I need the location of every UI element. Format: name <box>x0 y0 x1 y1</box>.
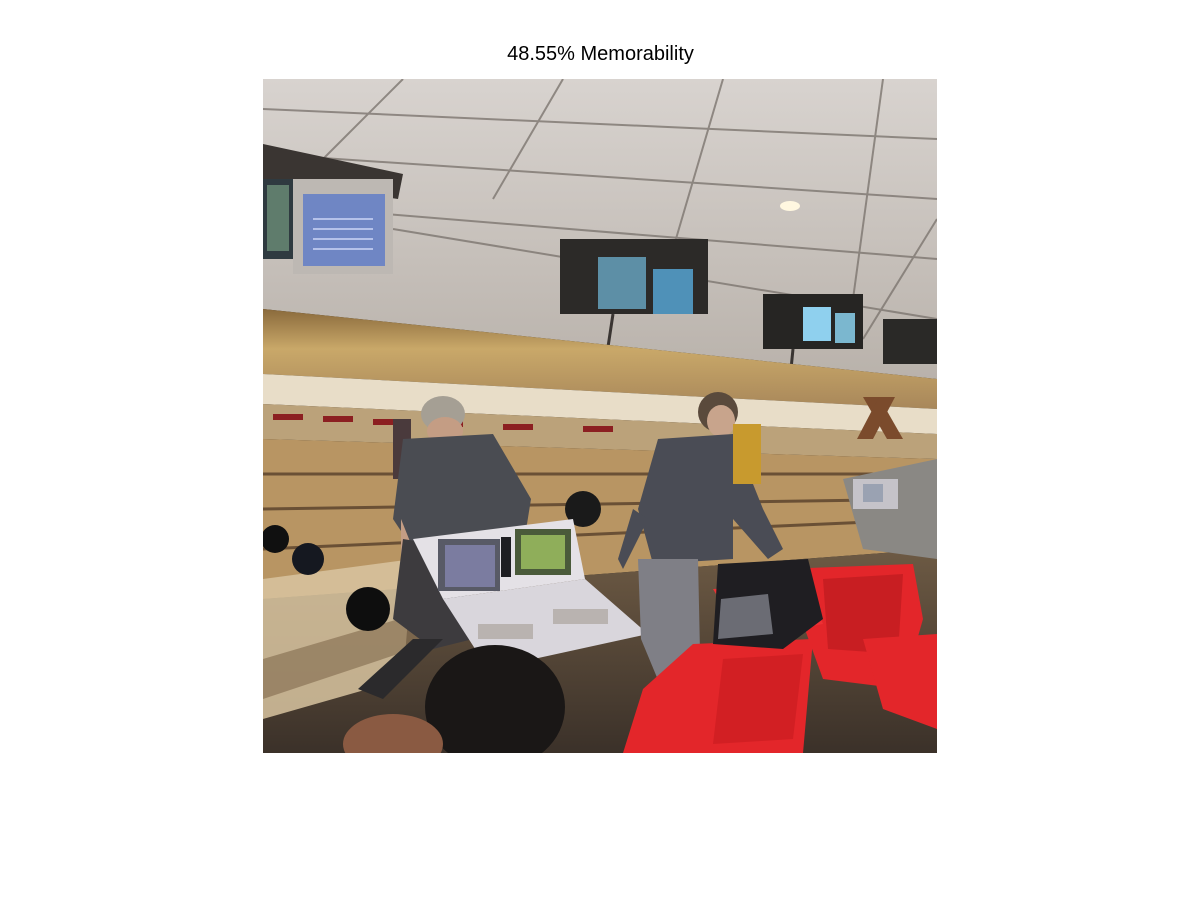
bowling-alley-photo <box>263 79 937 753</box>
figure-title: 48.55% Memorability <box>507 43 694 65</box>
